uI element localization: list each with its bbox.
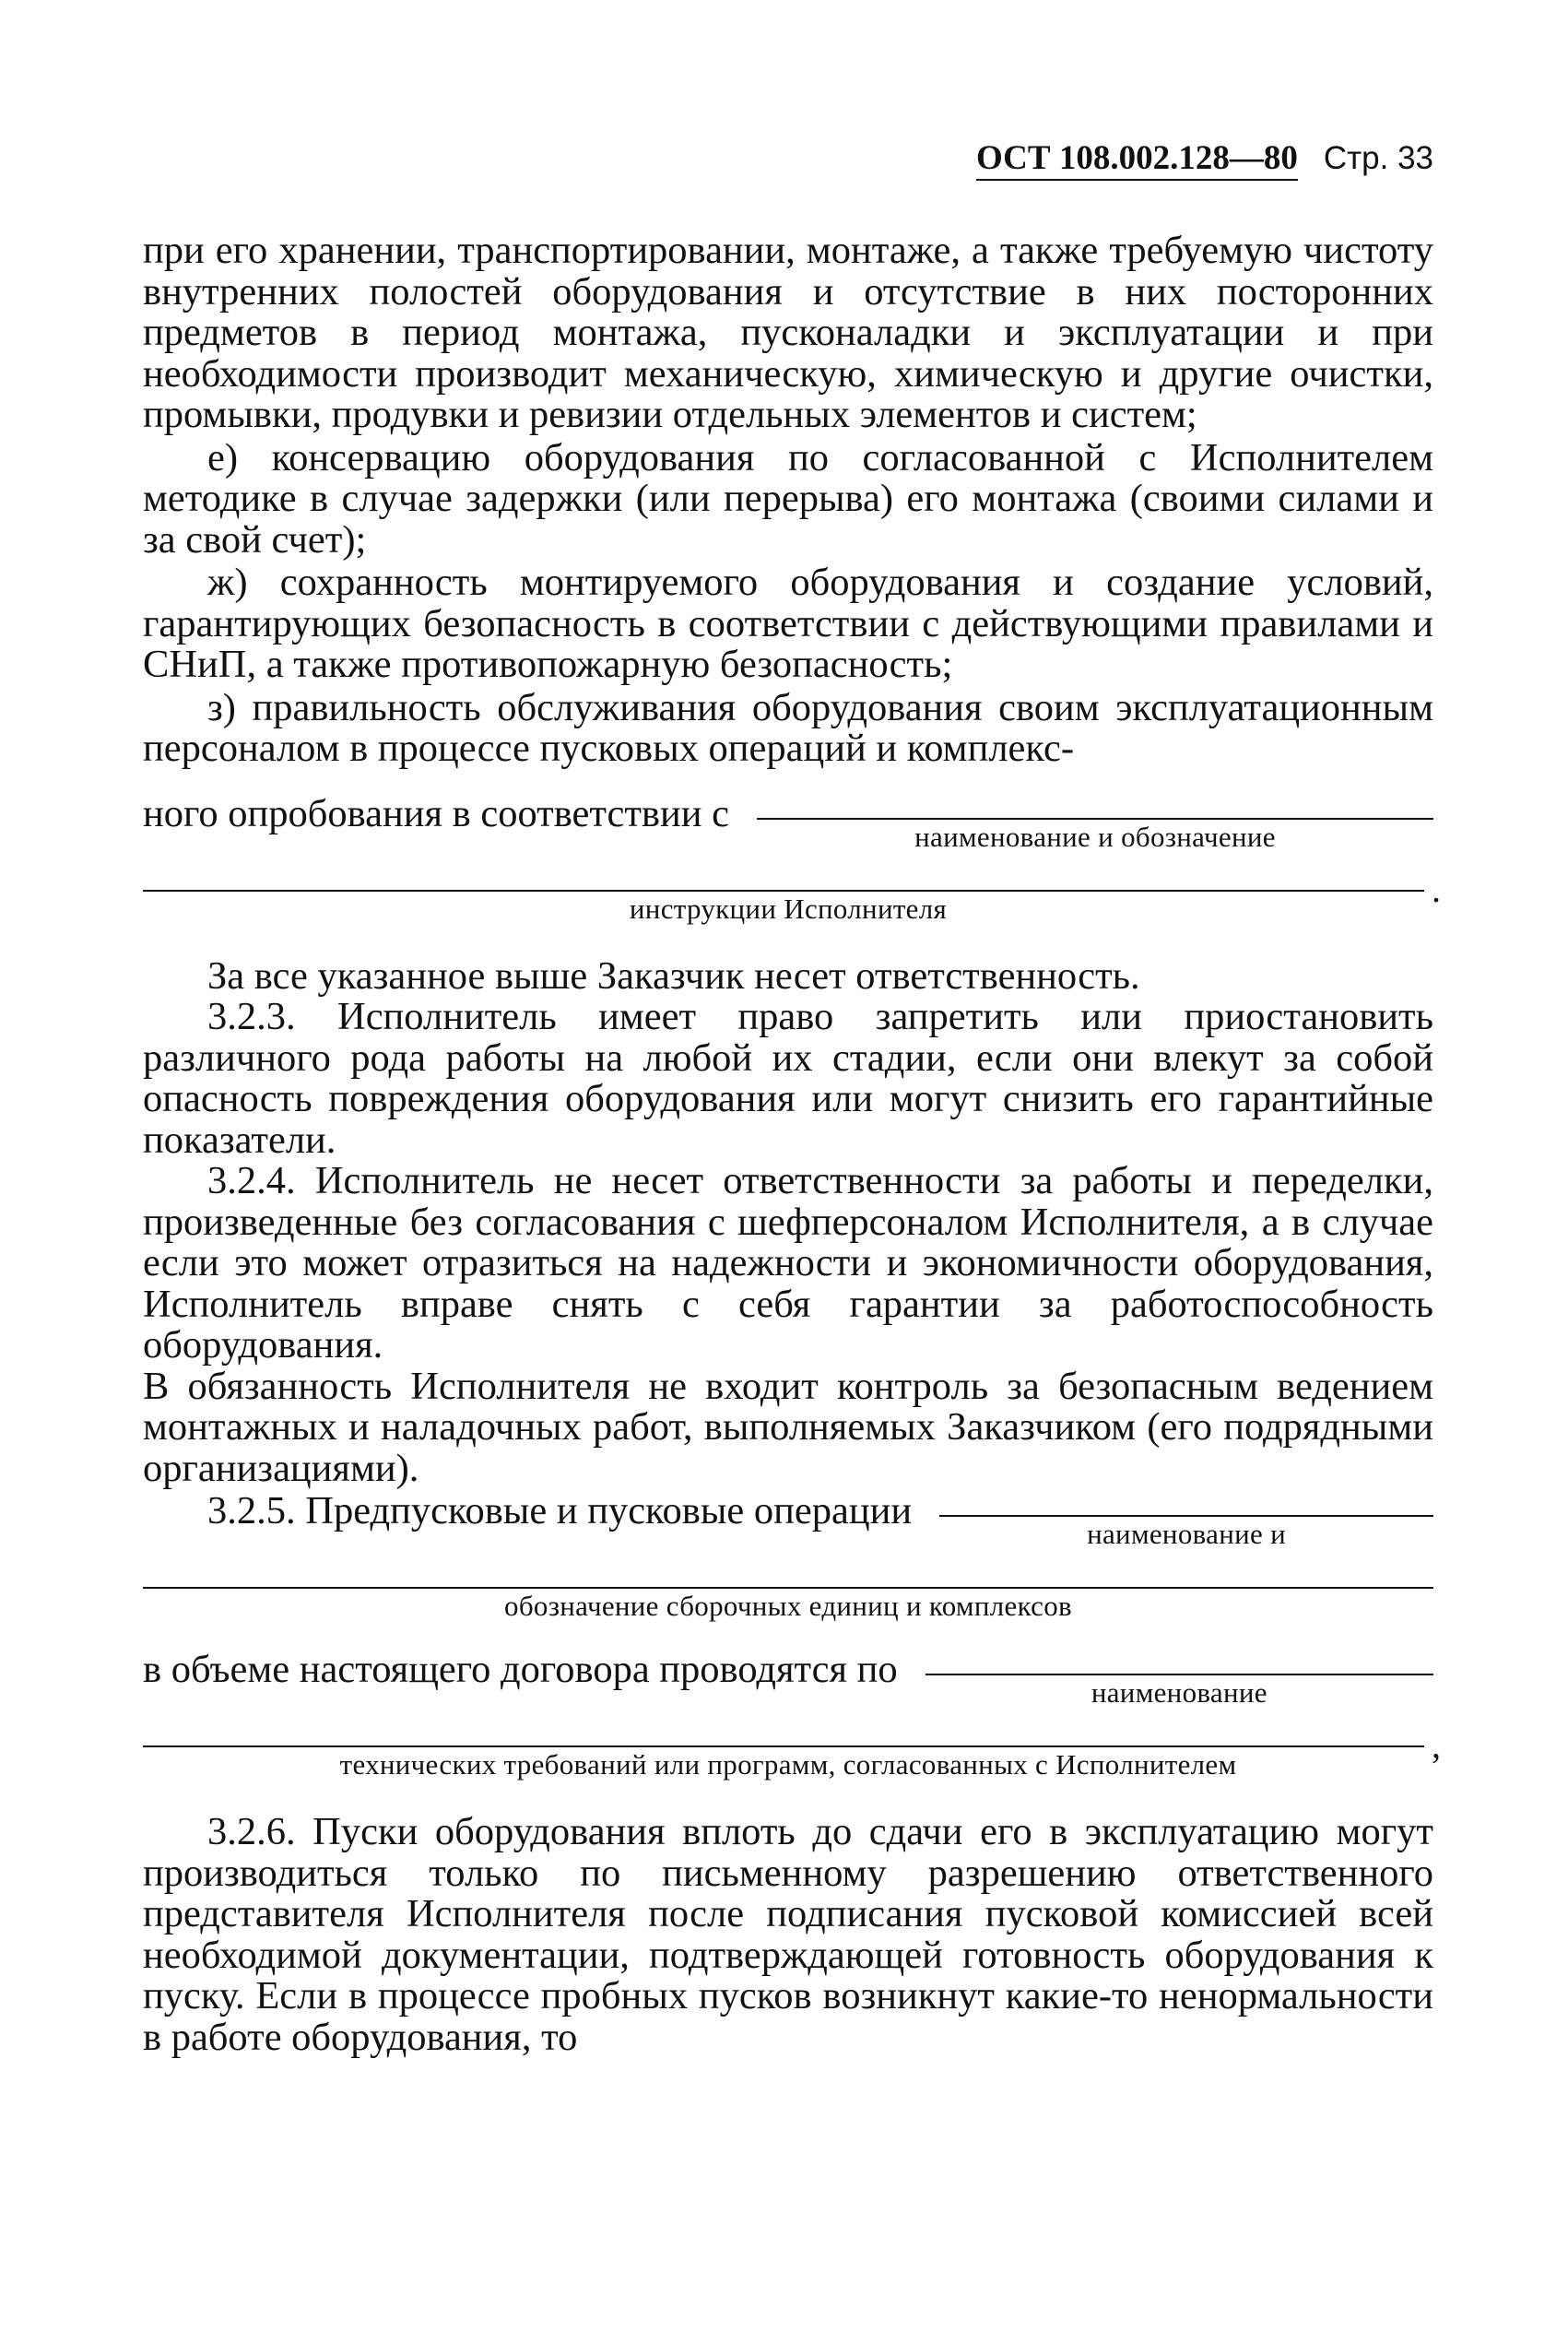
fill-slot[interactable] [939,1491,1433,1550]
fill-in-instruction-line[interactable] [143,868,1441,925]
blank-line [925,1674,1433,1675]
blank-caption: технических требований или программ, согласованных с Исполнителем [339,1748,1237,1781]
standard-code: ОСТ 108.002.128—80 [976,139,1298,181]
fill-in-requirements-line[interactable] [143,1724,1441,1781]
paragraph-3-2-4: 3.2.4. Исполнитель не несет ответственности за работы и переделки, произведенные без согласования с шефперсоналом Исполнителя, а в случае если это может отразиться на надежности и экономичности оборудования, Исполнитель вправе снять с себя гарантии за работоспособность оборудования. [143,1159,1433,1367]
page-header [976,138,1433,178]
paragraph-responsibility: За все указанное выше Заказчик несет ответственность. [207,953,1140,998]
page-number: Стр. 33 [1323,140,1433,176]
blank-line [143,1587,1433,1589]
paragraph-item-z: з) правильность обслуживания оборудования своим эксплуатационным персоналом в процессе пусковых операций и комплекс- [143,685,1433,770]
fill-in-assembly-line[interactable] [143,1587,1433,1622]
paragraph-item-zh: ж) сохранность монтируемого оборудования и создание условий, гарантирующих безопасность в соответствии с действующими правилами и СНиП, а также противопожарную безопасность; [143,561,1433,686]
blank-caption: наименование [1091,1676,1267,1709]
paragraph-3-2-3: 3.2.3. Исполнитель имеет право запретить или приостановить различного рода работы на любой их стадии, если они влекут за собой опасность повреждения оборудования или могут снизить его гарантийные показатели. [143,995,1433,1162]
blank-caption: обозначение сборочных единиц и комплексов [504,1590,1072,1622]
blank-line [939,1515,1433,1517]
paragraph-safety-control: В обязанность Исполнителя не входит контроль за безопасным ведением монтажных и наладочных работ, выполняемых Заказчиком (его подрядными организациями). [143,1364,1433,1490]
paragraph-item-e: е) консервацию оборудования по согласованной с Исполнителем методике в случае задержки (или перерыва) его монтажа (своими силами и за свой счет); [143,435,1433,562]
fill-in-requirements-name [143,1650,1433,1709]
fill-lead-text: 3.2.5. Предпусковые и пусковые операции [207,1489,913,1532]
paragraph-continuation: при его хранении, транспортировании, монтаже, а также требуемую чистоту внутренних полостей оборудования и отсутствие в них посторонних предметов в период монтажа, пусконаладки и эксплуатации и при необходимости производит механическую, химическую и другие очистки, промывки, продувки и ревизии отдельных элементов и систем; [143,229,1433,436]
blank-line [757,818,1433,820]
blank-line [143,890,1424,892]
paragraph-3-2-6: 3.2.6. Пуски оборудования вплоть до сдачи его в эксплуатацию могут производиться только по письменному разрешению ответственного представителя Исполнителя после подписания пусковой комиссией всей необходимой документации, подтверждающей готовность оборудования к пуску. Если в процессе пробных пусков возникнут какие-то ненормальности в работе оборудования, то [143,1810,1433,2059]
blank-caption: инструкции Исполнителя [629,892,948,925]
blank-line [143,1745,1424,1747]
blank-caption: наименование и обозначение [914,820,1276,853]
fill-slot[interactable] [925,1650,1433,1709]
fill-lead-text: в объеме настоящего договора проводятся по [143,1648,898,1691]
punctuation-mark: . [1432,868,1441,910]
blank-caption: наименование и [1087,1518,1286,1550]
fill-in-assembly-name [143,1491,1433,1550]
punctuation-mark: , [1432,1724,1441,1766]
fill-lead-text: ного опробования в соответствии с [143,791,729,835]
fill-slot[interactable] [757,794,1433,853]
body-text [143,229,1441,2059]
fill-in-instruction-name [143,791,1433,853]
